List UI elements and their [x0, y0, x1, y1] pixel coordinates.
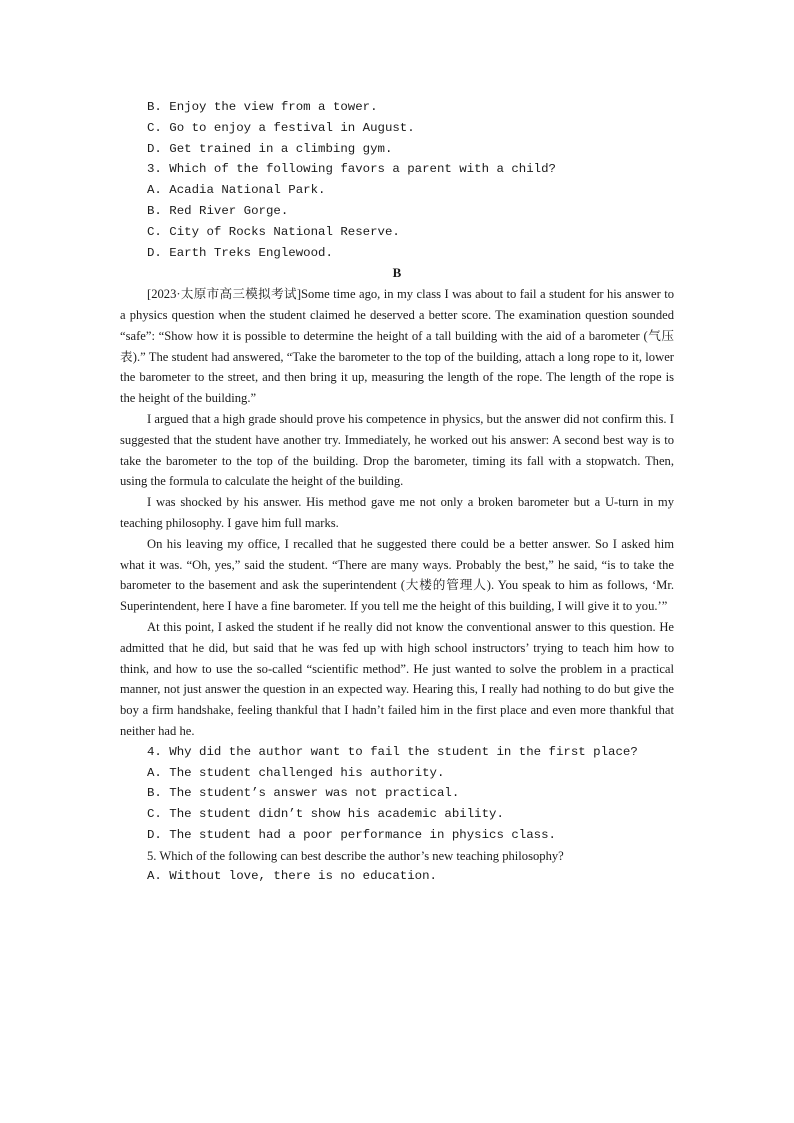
q4-option-b: B. The student’s answer was not practical.	[147, 786, 460, 801]
question-3: 3. Which of the following favors a parent with a child?	[147, 162, 556, 177]
passage-paragraph-4: On his leaving my office, I recalled that he suggested there could be a better answer. So I asked him what it was. “Oh, yes,” said the student. “There are many ways. Probably the best,” he said, “is to take the barometer to the basement and ask the superintendent (大楼的管理人). You speak to him as follows, ‘Mr. Superintendent, here I have a fine barometer. If you tell me the height of this building, I will give it to you.’”	[120, 536, 674, 614]
q3-option-a: A. Acadia National Park.	[147, 183, 326, 198]
passage-paragraph-3: I was shocked by his answer. His method gave me not only a broken barometer but a U-turn in my teaching philosophy. I gave him full marks.	[120, 495, 674, 530]
q3-option-c: C. City of Rocks National Reserve.	[147, 224, 400, 239]
passage-paragraph-5: At this point, I asked the student if he really did not know the conventional answer to this question. He admitted that he did, but said that he was fed up with high school instructors’ trying to teach him how to think, and how to use the so-called “scientific method”. He just wanted to solve the problem in a practical manner, not just answer the question in an expected way. Hearing this, I really had nothing to do but give the boy a firm handshake, feeling thankful that I hadn’t failed him in the first place and even more thankful that neither had he.	[120, 619, 674, 738]
option-b: B. Enjoy the view from a tower.	[147, 100, 378, 114]
question-5: 5. Which of the following can best describe the author’s new teaching philosophy?	[147, 848, 564, 863]
exam-page	[120, 97, 674, 887]
passage	[120, 284, 674, 742]
option-c: C. Go to enjoy a festival in August.	[147, 120, 415, 135]
q3-option-d: D. Earth Treks Englewood.	[147, 245, 333, 260]
q4-option-d: D. The student had a poor performance in physics class.	[147, 827, 556, 842]
q4-option-a: A. The student challenged his authority.	[147, 765, 445, 780]
passage-paragraph-1: [2023·太原市高三模拟考试]Some time ago, in my class I was about to fail a student for his answer to a physics question when the student claimed he deserved a better score. The examination question sounded “safe”: “Show how it is possible to determine the height of a tall building with the aid of a barometer (气压表).” The student had answered, “Take the barometer to the top of the building, attach a long rope to it, lower the barometer to the street, and then bring it up, measuring the length of the rope. The length of the rope is the height of the building.”	[120, 287, 674, 406]
q4-option-c: C. The student didn’t show his academic ability.	[147, 807, 504, 822]
passage-paragraph-2: I argued that a high grade should prove his competence in physics, but the answer did not confirm this. I suggested that the student have another try. Immediately, he worked out his answer: A second best way is to take the barometer to the top of the building. Drop the barometer, timing its fall with a stopwatch. Then, using the formula to calculate the height of the building.	[120, 411, 674, 489]
option-d: D. Get trained in a climbing gym.	[147, 141, 393, 156]
q5-option-a: A. Without love, there is no education.	[147, 869, 437, 884]
question-4: 4. Why did the author want to fail the student in the first place?	[147, 744, 638, 759]
q3-option-b: B. Red River Gorge.	[147, 203, 289, 218]
section-heading: B	[392, 265, 402, 281]
